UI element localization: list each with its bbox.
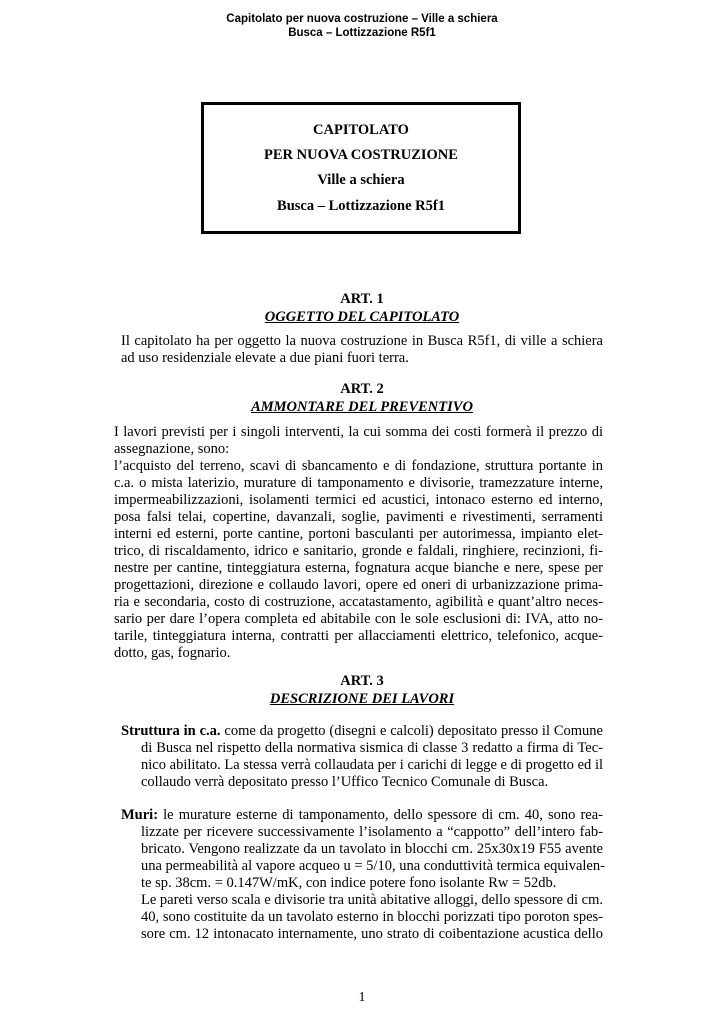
text-line: progettazioni, direzione e collaudo lavori, opere ed oneri di urbanizzazione prima- [114,577,603,593]
text-line: c.a. o mista laterizio, murature di tamponamento e divisorie, tramezzature interne, [114,475,603,491]
art1-title: OGGETTO DEL CAPITOLATO [264,309,460,325]
text-line: I lavori previsti per i singoli interventi, la cui somma dei costi formerà il prezzo di [114,424,603,440]
text-line: sario per dare l’opera completa ed abitabile con le sole esclusioni di: IVA, atto no- [114,611,603,627]
text-line: collaudo verrà depositato presso l’Uffico Tecnico Comunale di Busca. [141,774,549,790]
art2-number: ART. 2 [340,381,384,397]
title-box [201,102,521,234]
text-line: bricato. Vengono realizzate da un tavolato in blocchi cm. 25x30x19 F55 avente [141,841,603,857]
text-line: posa falsi telai, copertine, davanzali, soglie, pavimenti e rivestimenti, serramenti [114,509,603,525]
muri-paragraph [121,807,603,943]
text-line: di Busca nel rispetto della normativa sismica di classe 3 redatto a firma di Tec- [141,740,603,756]
title-line2: PER NUOVA COSTRUZIONE [264,147,458,163]
text-line: interni ed esterni, porte cantine, portoni basculanti per autorimessa, impianto elet- [114,526,603,542]
text-line: dotto, gas, fognario. [114,645,231,661]
text-line: una permeabilità al vapore acqueo u = 5/10, una conduttività termica equivalen- [141,858,605,874]
art3-number: ART. 3 [340,673,384,689]
text-line [121,807,603,824]
text-line: lizzate per ricevere successivamente l’isolamento a “cappotto” dell’intero fab- [141,824,603,840]
art3-title: DESCRIZIONE DEI LAVORI [269,691,455,707]
text-line: Il capitolato ha per oggetto la nuova costruzione in Busca R5f1, di ville a schiera [121,333,603,349]
art2-title: AMMONTARE DEL PREVENTIVO [251,399,473,415]
text-line: trico, di riscaldamento, idrico e sanitario, gronde e faldali, ringhiere, recinzioni, fi- [114,543,603,559]
text-line: ad uso residenziale elevate a due piani fuori terra. [121,350,409,366]
struttura-paragraph [121,723,603,791]
text-line: te sp. 38cm. = 0.147W/mK, con indice potere fono isolante Rw = 52db. [141,875,557,891]
text-line: nico abilitato. La stessa verrà collaudata per i carichi di legge e di progetto ed il [141,757,603,773]
text-line: ria e secondaria, costo di costruzione, accatastamento, agibilità e quant’altro neces- [114,594,603,610]
art2-paragraph [114,424,603,662]
text-line: sore cm. 12 intonacato internamente, uno strato di coibentazione acustica dello [141,926,603,942]
running-header-line1: Capitolato per nuova costruzione – Ville a schiera [226,13,498,25]
title-line4: Busca – Lottizzazione R5f1 [277,198,445,214]
running-header [0,12,724,40]
text-line: l’acquisto del terreno, scavi di sbancamento e di fondazione, struttura portante in [114,458,603,474]
art2-heading [0,380,724,416]
text-line: impermeabilizzazioni, isolamenti termici ed acustici, intonaco esterno ed interno, [114,492,603,508]
art1-heading [0,290,724,326]
art1-number: ART. 1 [340,291,384,307]
title-line1: CAPITOLATO [313,122,409,138]
text-line [121,723,603,740]
page-number: 1 [358,990,366,1005]
title-line3: Ville a schiera [317,172,405,188]
text-line: nestre per cantine, tinteggiatura esterna, fognatura acque bianche e nere, spese per [114,560,603,576]
running-header-line2: Busca – Lottizzazione R5f1 [288,27,436,39]
muri-first-line: le murature esterne di tamponamento, dello spessore di cm. 40, sono rea- [158,807,603,823]
art1-paragraph [121,333,603,367]
text-line: assegnazione, sono: [114,441,230,457]
art3-heading [0,672,724,708]
struttura-label: Struttura in c.a. [121,723,221,739]
muri-label: Muri: [121,807,159,823]
text-line: Le pareti verso scala e divisorie tra unità abitative alloggi, dello spessore di cm. [141,892,603,908]
text-line: tarile, tinteggiatura interna, contratti per allacciamenti elettrico, telefonico, acque- [114,628,603,644]
text-line: 40, sono costituite da un tavolato esterno in blocchi porizzati tipo poroton spes- [141,909,603,925]
struttura-first-line: come da progetto (disegni e calcoli) depositato presso il Comune [220,723,603,739]
